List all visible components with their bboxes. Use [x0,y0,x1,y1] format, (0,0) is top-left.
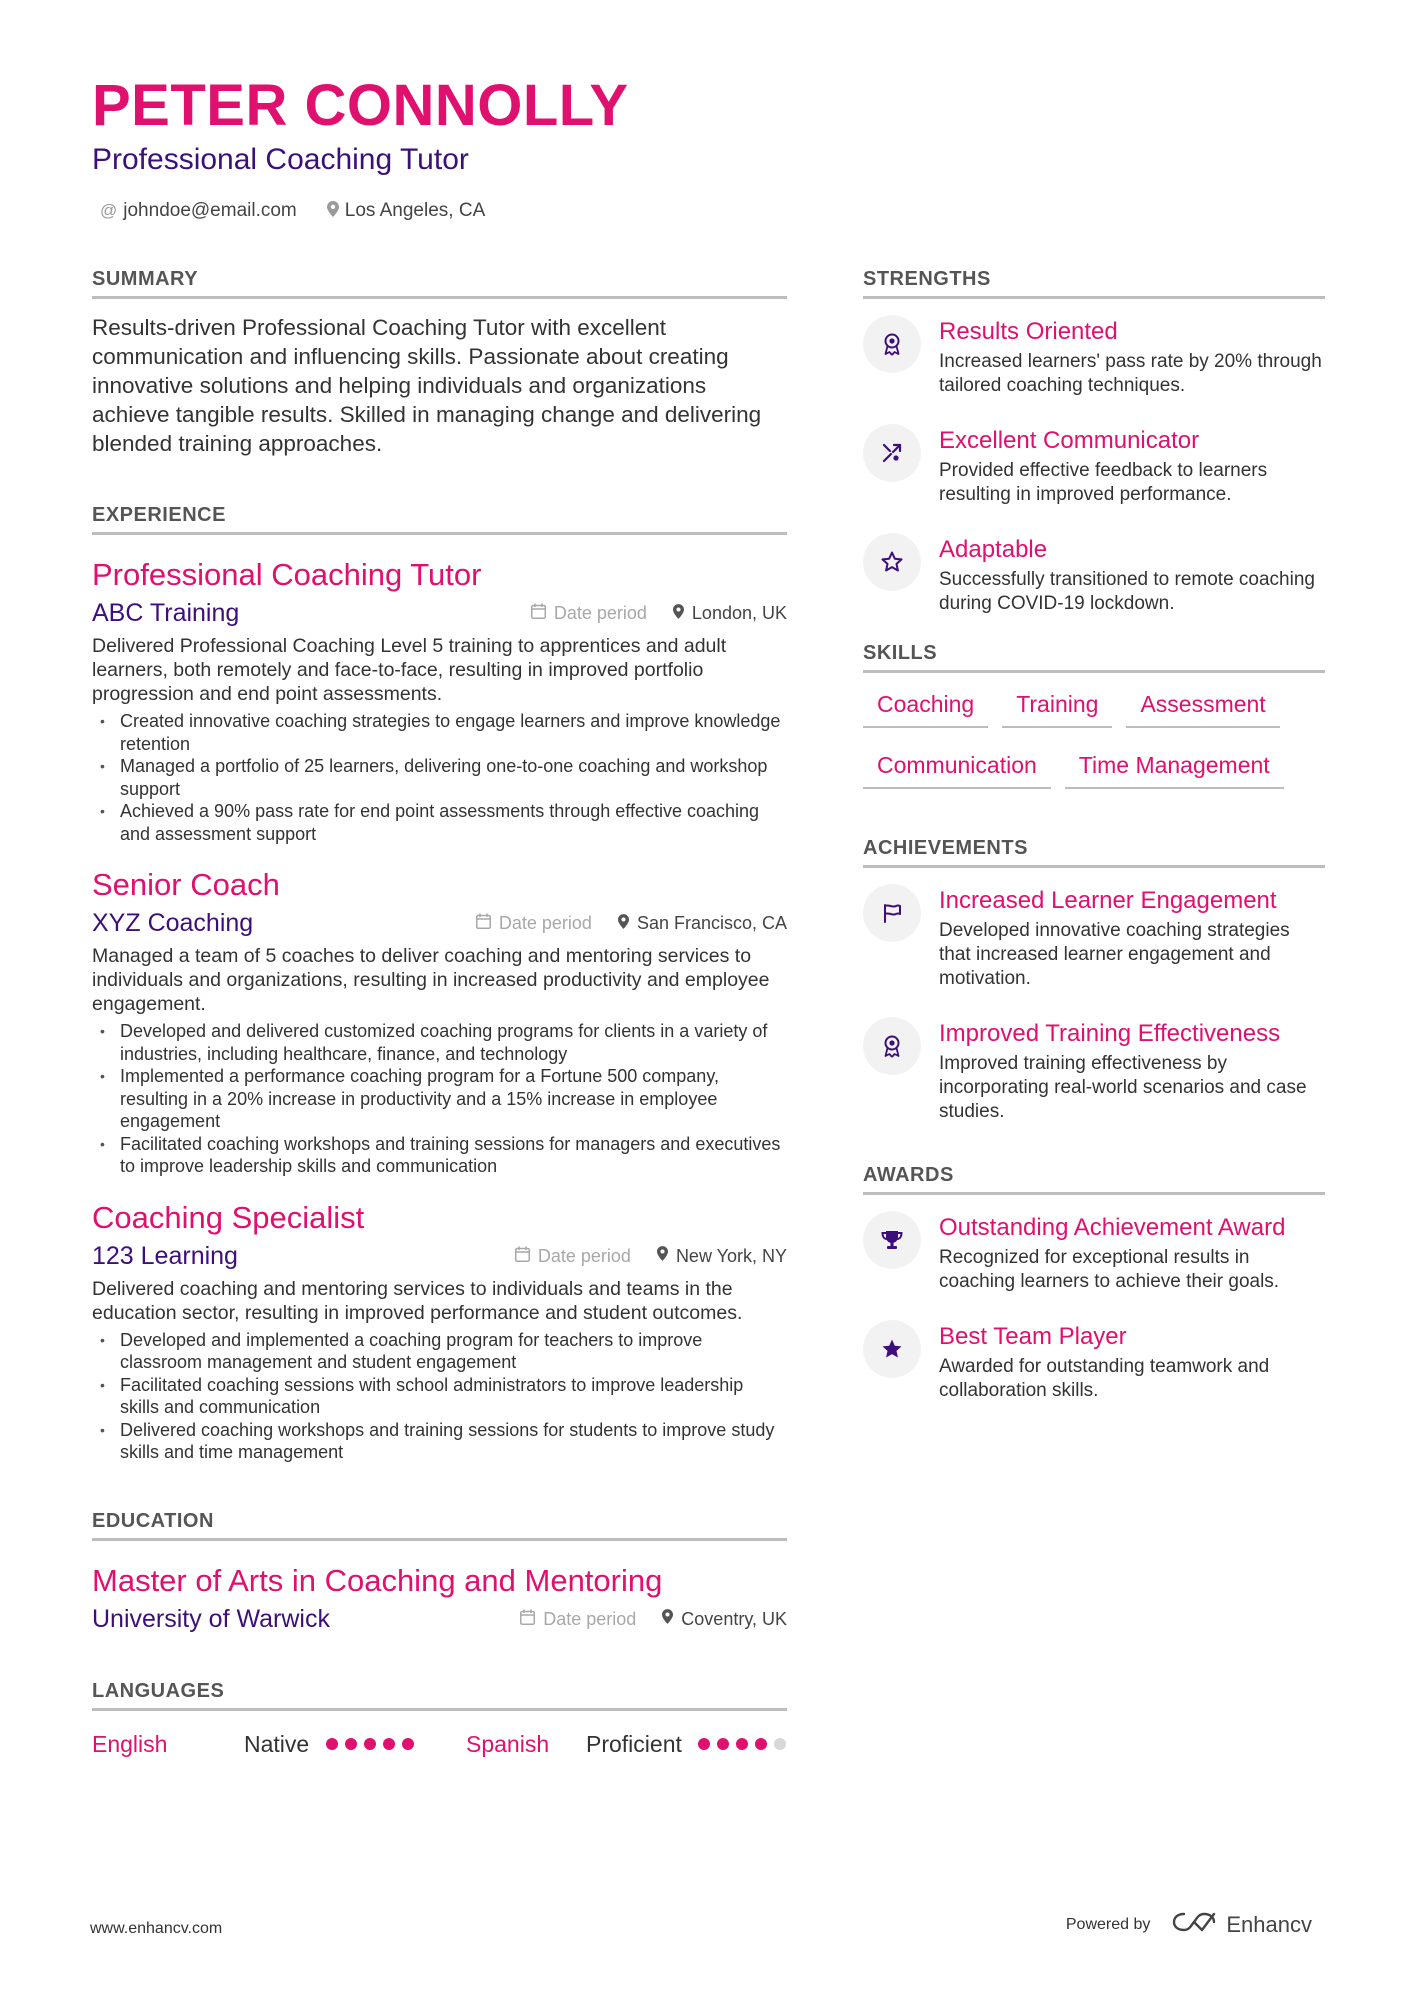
strength-description: Successfully transitioned to remote coaching during COVID-19 lockdown. [939,569,1315,614]
award-title: Outstanding Achievement Award [939,1214,1286,1241]
rating-dot [717,1738,729,1750]
experience-item [92,867,787,1178]
job-meta [531,603,787,624]
job-bullet: • Managed a portfolio of 25 learners, delivering one-to-one coaching and workshop support [120,755,787,800]
award-title: Best Team Player [939,1323,1127,1350]
job-date-text: Date period [537,1245,631,1266]
job-meta [515,1246,787,1267]
strength-item [863,315,1325,398]
strength-description: Increased learners' pass rate by 20% through tailored coaching techniques. [939,351,1322,396]
education-heading: EDUCATION [92,1510,787,1541]
location-pin-icon [618,914,629,934]
strength-title: Excellent Communicator [939,427,1200,454]
strength-title: Adaptable [939,536,1048,563]
award-description: Awarded for outstanding teamwork and collaboration skills. [939,1356,1270,1401]
location-text: Los Angeles, CA [344,200,486,221]
summary-section [92,268,787,458]
achievement-body [939,1017,1325,1124]
rating-dot [383,1738,395,1750]
strength-item [863,424,1325,507]
job-title: Professional Coaching Tutor [92,557,482,592]
calendar-icon [520,1609,535,1630]
flag-icon [863,884,921,942]
job-date-text: Date period [553,603,647,623]
trophy-icon [863,1211,921,1269]
skill-tag: Communication [863,752,1051,789]
job-date [476,913,592,934]
award-body [939,1320,1325,1403]
language-rating [698,1738,786,1750]
star-icon [863,1320,921,1378]
achievement-title: Improved Training Effectiveness [939,1020,1281,1047]
job-meta-row [92,1242,787,1271]
rating-dot [736,1738,748,1750]
rating-dot [402,1738,414,1750]
brand-name: Enhancv [1226,1912,1312,1937]
job-bullets [92,1020,787,1178]
location-pin-icon [662,1609,673,1629]
achievement-description: Developed innovative coaching strategies that increased learner engagement and motivation. [939,920,1290,989]
company-name: 123 Learning [92,1241,238,1270]
company-name: XYZ Coaching [92,909,254,937]
candidate-title: Professional Coaching Tutor [92,143,469,176]
awards-heading: AWARDS [863,1164,1325,1195]
languages-heading: LANGUAGES [92,1680,787,1711]
achievement-item [863,1017,1325,1124]
skills-section [863,642,1325,789]
strengths-section [863,268,1325,616]
job-date [531,603,647,624]
education-section [92,1510,787,1634]
summary-text: Results-driven Professional Coaching Tutor with excellent communication and influencing skills. Passionate about creating innovative solutions and helping individuals and organizations achieve tangible results. Skilled in managing change and delivering blended training approaches. [92,315,762,456]
job-description: Delivered coaching and mentoring services to individuals and teams in the education sector, resulting in improved performance and student outcomes. [92,1277,743,1324]
job-bullets [92,1329,787,1464]
job-location [618,913,787,934]
job-bullet: • Facilitated coaching sessions with school administrators to improve leadership skills and communication [120,1374,787,1419]
footer-powered [1066,1910,1312,1940]
left-column [92,268,787,1758]
language-name: Spanish [466,1730,550,1757]
award-item [863,1211,1325,1294]
job-bullet: • Implemented a performance coaching program for a Fortune 500 company, resulting in a 20% increase in productivity and a 15% increase in employee engagement [120,1065,787,1133]
skill-tag: Assessment [1126,691,1279,728]
achievements-heading: ACHIEVEMENTS [863,837,1325,868]
education-date [520,1609,636,1630]
awards-list [863,1211,1325,1403]
experience-item [92,1200,787,1464]
star-icon [863,533,921,591]
job-date-text: Date period [498,913,592,933]
summary-heading: SUMMARY [92,268,787,299]
job-bullet: • Developed and delivered customized coaching programs for clients in a variety of industries, including healthcare, finance, and technology [120,1020,787,1065]
skill-tag: Time Management [1065,752,1284,789]
experience-item [92,557,787,845]
job-bullet: • Developed and implemented a coaching program for teachers to improve classroom management and student engagement [120,1329,787,1374]
location-pin-icon [657,1246,668,1266]
language-rating [326,1738,414,1750]
skill-tag: Coaching [863,691,988,728]
job-location-text: London, UK [691,603,787,623]
strength-body [939,533,1325,616]
rating-dot [698,1738,710,1750]
location-pin-icon [673,604,684,624]
job-location [657,1246,787,1267]
strength-body [939,315,1325,398]
awards-section [863,1164,1325,1403]
skill-tag: Training [1002,691,1112,728]
language-name: English [92,1730,168,1757]
award-description: Recognized for exceptional results in coaching learners to achieve their goals. [939,1247,1280,1292]
education-location [662,1609,787,1630]
education-meta [520,1609,787,1630]
calendar-icon [531,603,546,624]
experience-heading: EXPERIENCE [92,504,787,535]
calendar-icon [515,1246,530,1267]
school-name: University of Warwick [92,1604,330,1633]
education-date-text: Date period [543,1608,637,1629]
job-description: Delivered Professional Coaching Level 5 training to apprentices and adult learners, both remotely and face-to-face, resulting in improved portfolio progression and end point assessments. [92,635,727,705]
rating-dot [774,1738,786,1750]
achievements-list [863,884,1325,1124]
achievement-body [939,884,1325,991]
calendar-icon [476,913,491,934]
job-description: Managed a team of 5 coaches to deliver coaching and mentoring services to individuals and organizations, resulting in increased productivity and employee engagement. [92,945,770,1015]
contact-info [100,200,485,222]
award-body [939,1211,1325,1294]
languages-section [92,1680,787,1758]
experience-section [92,504,787,1464]
job-title: Coaching Specialist [92,1199,365,1235]
job-date [515,1246,631,1267]
strengths-heading: STRENGTHS [863,268,1325,299]
contact-location [327,200,485,222]
language-level: Native [244,1730,310,1757]
degree-title: Master of Arts in Coaching and Mentoring [92,1562,663,1598]
job-meta [476,913,787,934]
strengths-list [863,315,1325,616]
job-bullets [92,710,787,845]
job-bullet: • Achieved a 90% pass rate for end point assessments through effective coaching and assessment support [120,800,787,845]
brand-logo[interactable] [1172,1910,1312,1940]
job-location-text: San Francisco, CA [636,913,787,933]
award-item [863,1320,1325,1403]
company-name: ABC Training [92,599,240,627]
job-bullet: • Facilitated coaching workshops and training sessions for managers and executives to improve leadership skills and communication [120,1133,787,1178]
email-text: johndoe@email.com [123,200,297,221]
rating-dot [364,1738,376,1750]
rating-dot [326,1738,338,1750]
right-column [863,268,1325,1429]
strength-title: Results Oriented [939,318,1118,345]
job-title: Senior Coach [92,867,280,902]
at-icon: @ [100,201,118,220]
candidate-name: PETER CONNOLLY [92,73,629,138]
strength-description: Provided effective feedback to learners resulting in improved performance. [939,460,1268,505]
job-bullet: • Created innovative coaching strategies to engage learners and improve knowledge retention [120,710,787,755]
education-row [92,1605,787,1634]
award-icon [863,1017,921,1075]
job-location [673,603,787,624]
strength-body [939,424,1325,507]
job-bullet: • Delivered coaching workshops and training sessions for students to improve study skills and time management [120,1419,787,1464]
location-pin-icon [327,201,339,222]
achievement-item [863,884,1325,991]
skills-heading: SKILLS [863,642,1325,673]
rating-dot [345,1738,357,1750]
languages-list [92,1731,787,1758]
achievement-description: Improved training effectiveness by incorporating real-world scenarios and case studies. [939,1053,1307,1122]
experience-list [92,557,787,1464]
language-level: Proficient [586,1730,682,1757]
skills-list [863,691,1325,789]
contact-email[interactable] [100,200,297,222]
powered-by-text: Powered by [1065,1916,1151,1933]
strength-item [863,533,1325,616]
job-location-text: New York, NY [675,1245,787,1266]
award-icon [863,315,921,373]
footer-website[interactable]: www.enhancv.com [90,1920,223,1937]
rating-dot [755,1738,767,1750]
enhancv-logo-icon [1172,1910,1216,1940]
achievement-title: Increased Learner Engagement [939,887,1277,914]
education-location-text: Coventry, UK [681,1608,787,1629]
job-meta-row [92,909,787,938]
job-meta-row [92,599,787,628]
communication-icon [863,424,921,482]
achievements-section [863,837,1325,1124]
